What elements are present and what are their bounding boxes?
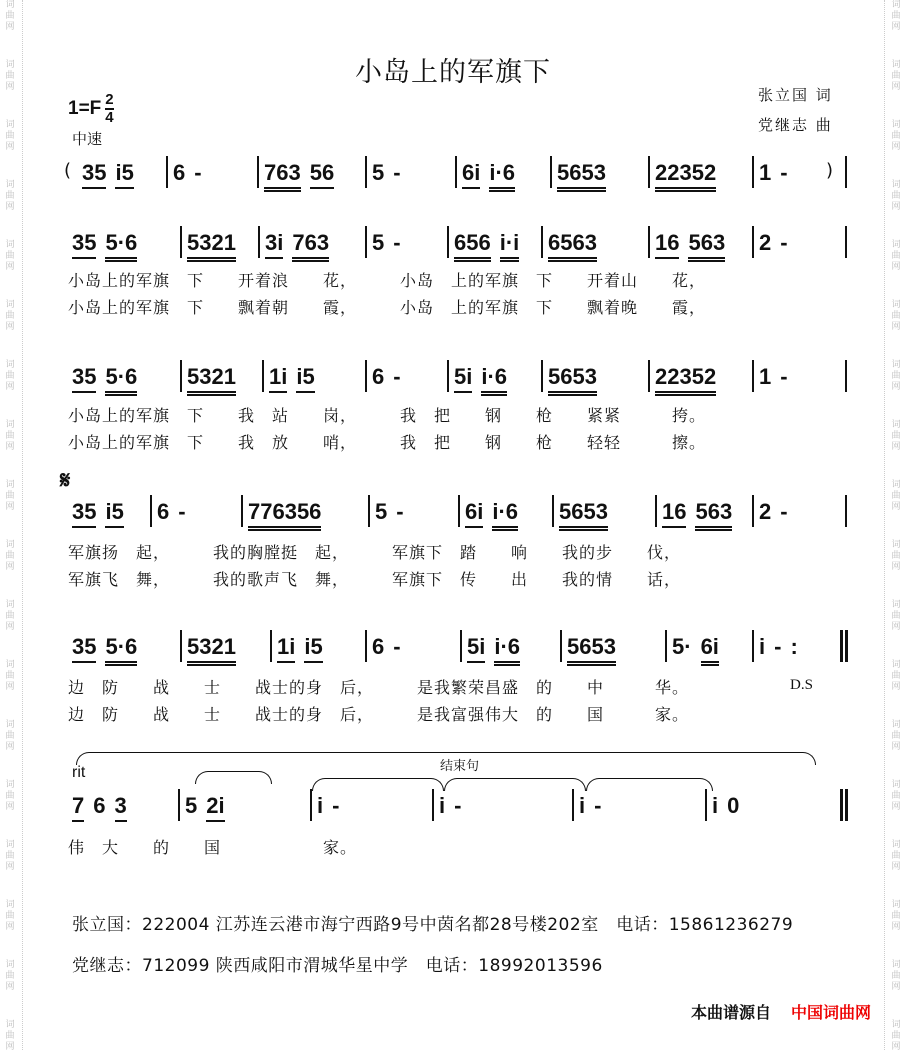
- note-group: -: [774, 634, 782, 659]
- bar-line: [541, 360, 543, 392]
- measure: [465, 499, 527, 531]
- measure: [277, 634, 332, 663]
- note-group: -: [594, 793, 602, 818]
- measure: [557, 160, 615, 192]
- measure: [157, 499, 195, 526]
- note-group: 5321: [187, 231, 236, 262]
- note-group: 563: [688, 231, 725, 262]
- note-group: 5653: [559, 500, 608, 531]
- bar-line: [447, 360, 449, 392]
- note-group: 6: [173, 160, 186, 185]
- measure: [72, 634, 146, 666]
- measure: [759, 499, 797, 526]
- note-group: i: [712, 793, 719, 818]
- measure: [655, 160, 725, 192]
- note-group: -: [332, 793, 340, 818]
- bar-line: [550, 156, 552, 188]
- lyric-line: 小岛上的军旗 下 我 站 岗， 我 把 钢 枪 紧紧 挎。: [68, 406, 707, 425]
- note-group: i: [439, 793, 446, 818]
- note-group: 6: [93, 793, 106, 818]
- note-group: 5i: [454, 365, 472, 393]
- note-group: 1: [759, 160, 772, 185]
- watermark-text: 词 曲 网: [891, 900, 901, 932]
- key: 1=F: [68, 98, 102, 120]
- note-group: 5653: [557, 161, 606, 192]
- note-group: 7: [72, 794, 84, 822]
- measure: [375, 499, 413, 526]
- measure: [372, 364, 410, 391]
- note-group: -: [194, 160, 202, 185]
- time-top: 2: [105, 91, 114, 108]
- intro-paren-open: (: [64, 160, 72, 181]
- note-group: -: [393, 230, 401, 255]
- lyric-line: 小岛上的军旗 下 我 放 哨， 我 把 钢 枪 轻轻 擦。: [68, 433, 707, 452]
- watermark-text: 词 曲 网: [5, 240, 15, 272]
- note-group: i·6: [489, 161, 515, 192]
- note-group: 3i: [265, 231, 283, 259]
- note-group: 1: [759, 364, 772, 389]
- bar-line: [365, 156, 367, 188]
- measure: [655, 230, 734, 262]
- watermark-text: 词 曲 网: [5, 60, 15, 92]
- bar-line: [258, 226, 260, 258]
- bar-line: [560, 630, 562, 662]
- note-group: 2i: [206, 794, 224, 822]
- lyric-line: 边 防 战 士 战士的身 后， 是我繁荣昌盛 的 中 华。: [68, 678, 690, 697]
- note-group: 656: [454, 231, 491, 262]
- note-group: 5i: [467, 635, 485, 663]
- note-group: 35: [72, 365, 96, 393]
- bar-line: [541, 226, 543, 258]
- measure: [187, 230, 245, 262]
- bar-line: [845, 630, 848, 662]
- note-group: -: [780, 499, 788, 524]
- measure: [372, 634, 410, 661]
- watermark-text: 词 曲 网: [5, 360, 15, 392]
- tempo-marking: 中速: [72, 130, 103, 148]
- bar-line: [665, 630, 667, 662]
- note-group: 35: [82, 161, 106, 189]
- tie-bracket: [444, 778, 586, 791]
- bar-line: [150, 495, 152, 527]
- measure: [372, 230, 410, 257]
- note-group: 22352: [655, 365, 716, 396]
- note-group: 5·6: [105, 365, 137, 396]
- bar-line: [752, 226, 754, 258]
- measure: [712, 793, 748, 820]
- bar-line: [845, 156, 847, 188]
- song-title: 小岛上的军旗下: [355, 57, 551, 88]
- note-group: -: [780, 364, 788, 389]
- bar-line: [432, 789, 434, 821]
- bar-line: [752, 360, 754, 392]
- measure: [265, 230, 338, 262]
- bar-line: [752, 495, 754, 527]
- watermark-text: 词 曲 网: [891, 360, 901, 392]
- note-group: -: [178, 499, 186, 524]
- lyric-line: 边 防 战 士 战士的身 后， 是我富强伟大 的 国 家。: [68, 705, 690, 724]
- note-group: 2: [759, 499, 772, 524]
- bar-line: [845, 789, 848, 821]
- watermark-text: 词 曲 网: [891, 60, 901, 92]
- source-site-link[interactable]: 中国词曲网: [790, 1003, 871, 1022]
- bar-line: [365, 630, 367, 662]
- note-group: 22352: [655, 161, 716, 192]
- note-group: 3: [115, 794, 127, 822]
- bar-line: [166, 156, 168, 188]
- note-group: 5321: [187, 635, 236, 666]
- measure: [759, 364, 797, 391]
- measure: [759, 230, 797, 257]
- note-group: 563: [695, 500, 732, 531]
- watermark-text: 词 曲 网: [891, 1020, 901, 1050]
- note-group: i5: [304, 635, 322, 663]
- note-group: i5: [115, 161, 133, 189]
- measure: [439, 793, 470, 820]
- ritardando-marking: rit: [72, 764, 86, 781]
- bar-line: [368, 495, 370, 527]
- bar-line: [572, 789, 574, 821]
- note-group: 5·6: [105, 635, 137, 666]
- measure: [559, 499, 617, 531]
- note-group: i·6: [492, 500, 518, 531]
- ending-label: 结束句: [440, 759, 480, 774]
- bar-line: [648, 226, 650, 258]
- bar-line: [845, 495, 847, 527]
- time-signature: [105, 92, 113, 126]
- watermark-text: 词 曲 网: [5, 180, 15, 212]
- note-group: 763: [264, 161, 301, 192]
- footer-contact: 张立国：222004 江苏连云港市海宁西路9号中茵名都28号楼202室 电话：15861236279: [72, 915, 794, 935]
- bar-line: [180, 360, 182, 392]
- score-line: [0, 634, 906, 674]
- note-group: 56: [310, 161, 334, 189]
- note-group: -: [780, 160, 788, 185]
- measure: [372, 160, 410, 187]
- score-line: [0, 364, 906, 404]
- note-group: 0: [727, 793, 740, 818]
- slur: [195, 771, 272, 784]
- bar-line: [752, 630, 754, 662]
- bar-line: [310, 789, 312, 821]
- watermark-text: 词 曲 网: [891, 960, 901, 992]
- note-group: 5653: [567, 635, 616, 666]
- watermark-text: 词 曲 网: [891, 480, 901, 512]
- bar-line: [752, 156, 754, 188]
- segno-sign: 𝄋: [60, 466, 71, 494]
- measure: [173, 160, 211, 187]
- watermark-text: 词 曲 网: [5, 840, 15, 872]
- bar-line: [241, 495, 243, 527]
- note-group: 5653: [548, 365, 597, 396]
- footer-contact: 党继志：712099 陕西咸阳市渭城华星中学 电话：18992013596: [72, 956, 603, 976]
- watermark-text: 词 曲 网: [5, 540, 15, 572]
- watermark-text: 词 曲 网: [891, 780, 901, 812]
- measure: [317, 793, 348, 820]
- measure: [579, 793, 610, 820]
- measure: [185, 793, 234, 822]
- note-group: :: [790, 634, 798, 659]
- watermark-text: 词 曲 网: [891, 840, 901, 872]
- measure: [187, 634, 245, 666]
- measure: [72, 364, 146, 396]
- score-line: [0, 230, 906, 270]
- watermark-text: 词 曲 网: [5, 300, 15, 332]
- note-group: i: [317, 793, 324, 818]
- watermark-text: 词 曲 网: [891, 540, 901, 572]
- note-group: 5·6: [105, 231, 137, 262]
- measure: [662, 499, 741, 531]
- note-group: -: [393, 160, 401, 185]
- bar-line: [552, 495, 554, 527]
- measure: [269, 364, 324, 393]
- measure: [548, 230, 606, 262]
- watermark-text: 词 曲 网: [5, 120, 15, 152]
- measure: [72, 230, 146, 262]
- note-group: -: [393, 364, 401, 389]
- note-group: 6: [372, 634, 385, 659]
- watermark-text: 词 曲 网: [5, 960, 15, 992]
- note-group: 6i: [701, 635, 719, 666]
- note-group: 6i: [462, 161, 480, 189]
- watermark-text: 词 曲 网: [5, 660, 15, 692]
- bar-line: [257, 156, 259, 188]
- bar-line: [655, 495, 657, 527]
- measure: [467, 634, 529, 666]
- key-signature: [68, 92, 114, 126]
- bar-line: [180, 630, 182, 662]
- score-line: [0, 499, 906, 539]
- source-label: 本曲谱源自: [690, 1003, 771, 1022]
- lyric-line: 小岛上的军旗 下 开着浪 花， 小岛 上的军旗 下 开着山 花，: [68, 271, 707, 290]
- bar-line: [648, 156, 650, 188]
- measure: [82, 160, 143, 189]
- note-group: -: [780, 230, 788, 255]
- note-group: i: [759, 634, 766, 659]
- watermark-text: 词 曲 网: [891, 420, 901, 452]
- note-group: -: [454, 793, 462, 818]
- tie-bracket: [312, 778, 444, 791]
- measure: [72, 499, 133, 528]
- dal-segno: D.S: [790, 677, 813, 693]
- lyric-line: 小岛上的军旗 下 飘着朝 霞， 小岛 上的军旗 下 飘着晚 霞，: [68, 298, 707, 317]
- note-group: 6563: [548, 231, 597, 262]
- note-group: 5321: [187, 365, 236, 396]
- score-line: [0, 793, 906, 833]
- bar-line: [180, 226, 182, 258]
- bar-line: [365, 360, 367, 392]
- note-group: i5: [296, 365, 314, 393]
- time-bottom: 4: [105, 109, 114, 126]
- lyric-line: 军旗飞 舞， 我的歌声飞 舞， 军旗下 传 出 我的情 话，: [68, 570, 682, 589]
- note-group: 6: [157, 499, 170, 524]
- note-group: i·i: [500, 231, 520, 262]
- bar-line: [365, 226, 367, 258]
- measure: [248, 499, 330, 531]
- note-group: 6i: [465, 500, 483, 528]
- note-group: -: [396, 499, 404, 524]
- measure: [454, 230, 528, 262]
- composer-credit: 党继志 曲: [758, 116, 833, 134]
- bar-line: [178, 789, 180, 821]
- bar-line: [455, 156, 457, 188]
- measure: [567, 634, 625, 666]
- bar-line: [845, 360, 847, 392]
- watermark-text: 词 曲 网: [5, 1020, 15, 1050]
- note-group: 1i: [269, 365, 287, 393]
- watermark-text: 词 曲 网: [5, 0, 15, 32]
- watermark-text: 词 曲 网: [891, 600, 901, 632]
- measure: [655, 364, 725, 396]
- note-group: 35: [72, 231, 96, 259]
- note-group: i·6: [481, 365, 507, 396]
- measure: [264, 160, 343, 192]
- watermark-text: 词 曲 网: [5, 720, 15, 752]
- source-credit: [691, 1000, 871, 1023]
- note-group: 5: [185, 793, 198, 818]
- measure: [72, 793, 136, 822]
- watermark-text: 词 曲 网: [5, 600, 15, 632]
- note-group: i·6: [494, 635, 520, 666]
- bar-line: [270, 630, 272, 662]
- note-group: 5·: [672, 634, 692, 659]
- lyric-line: 军旗扬 起， 我的胸膛挺 起， 军旗下 踏 响 我的步 伐，: [68, 543, 682, 562]
- note-group: -: [393, 634, 401, 659]
- watermark-text: 词 曲 网: [5, 780, 15, 812]
- watermark-text: 词 曲 网: [5, 480, 15, 512]
- note-group: 763: [292, 231, 329, 262]
- watermark-text: 词 曲 网: [891, 0, 901, 32]
- measure: [548, 364, 606, 396]
- watermark-text: 词 曲 网: [5, 420, 15, 452]
- score-line: [0, 160, 906, 200]
- note-group: 35: [72, 500, 96, 528]
- measure: [759, 160, 797, 187]
- note-group: 5: [375, 499, 388, 524]
- bar-line: [458, 495, 460, 527]
- note-group: 776356: [248, 500, 321, 531]
- bar-line: [460, 630, 462, 662]
- note-group: 5: [372, 160, 385, 185]
- note-group: 16: [662, 500, 686, 528]
- bar-line: [447, 226, 449, 258]
- intro-paren-close: ): [826, 160, 834, 181]
- measure: [462, 160, 524, 192]
- measure: [454, 364, 516, 396]
- bar-line: [705, 789, 707, 821]
- watermark-text: 词 曲 网: [891, 240, 901, 272]
- note-group: i: [579, 793, 586, 818]
- note-group: i5: [105, 500, 123, 528]
- watermark-text: 词 曲 网: [891, 660, 901, 692]
- watermark-text: 词 曲 网: [891, 120, 901, 152]
- note-group: 6: [372, 364, 385, 389]
- measure: [672, 634, 728, 666]
- bar-line: [845, 226, 847, 258]
- note-group: 1i: [277, 635, 295, 663]
- note-group: 16: [655, 231, 679, 259]
- watermark-text: 词 曲 网: [5, 900, 15, 932]
- measure: [187, 364, 245, 396]
- watermark-text: 词 曲 网: [891, 720, 901, 752]
- lyric-line: 伟 大 的 国 家。: [68, 838, 358, 857]
- watermark-text: 词 曲 网: [891, 180, 901, 212]
- note-group: 35: [72, 635, 96, 663]
- bar-line: [262, 360, 264, 392]
- note-group: 2: [759, 230, 772, 255]
- watermark-text: 词 曲 网: [891, 300, 901, 332]
- note-group: 5: [372, 230, 385, 255]
- lyricist-credit: 张立国 词: [758, 86, 833, 104]
- tie-bracket: [586, 778, 713, 791]
- bar-line: [648, 360, 650, 392]
- measure: [759, 634, 807, 661]
